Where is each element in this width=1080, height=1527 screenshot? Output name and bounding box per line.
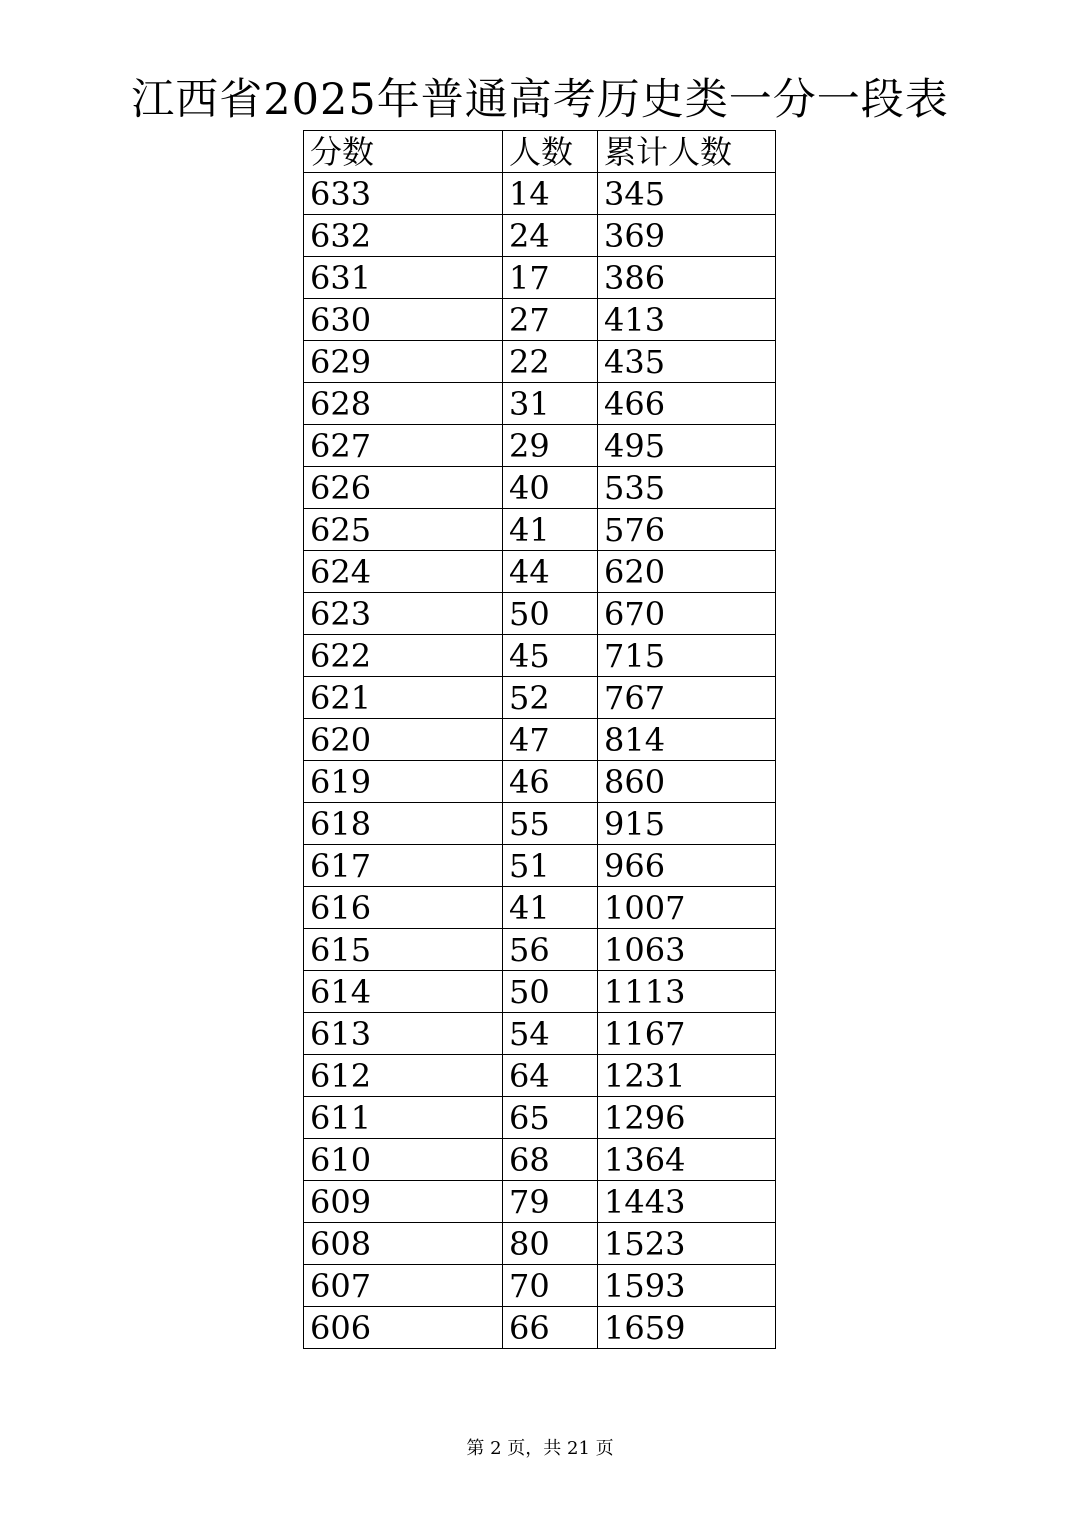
cell-score: 621	[304, 677, 503, 719]
table-row	[304, 929, 776, 971]
cell-count: 80	[503, 1223, 598, 1265]
header-score: 分数	[304, 131, 503, 173]
cell-count: 64	[503, 1055, 598, 1097]
cell-count: 52	[503, 677, 598, 719]
cell-cumulative: 1659	[598, 1307, 776, 1349]
page-title: 江西省2025年普通高考历史类一分一段表	[131, 75, 949, 125]
cell-cumulative: 1443	[598, 1181, 776, 1223]
cell-cumulative: 1523	[598, 1223, 776, 1265]
cell-score: 620	[304, 719, 503, 761]
cell-score: 633	[304, 173, 503, 215]
cell-cumulative: 345	[598, 173, 776, 215]
table-row	[304, 383, 776, 425]
cell-count: 46	[503, 761, 598, 803]
cell-count: 40	[503, 467, 598, 509]
cell-score: 623	[304, 593, 503, 635]
cell-score: 626	[304, 467, 503, 509]
cell-score: 615	[304, 929, 503, 971]
cell-cumulative: 1113	[598, 971, 776, 1013]
cell-cumulative: 767	[598, 677, 776, 719]
table-row	[304, 509, 776, 551]
table-row	[304, 1139, 776, 1181]
score-distribution-table	[303, 130, 776, 1349]
table-row	[304, 1013, 776, 1055]
cell-cumulative: 670	[598, 593, 776, 635]
cell-count: 27	[503, 299, 598, 341]
table-row	[304, 593, 776, 635]
table-row	[304, 1223, 776, 1265]
table-row	[304, 299, 776, 341]
cell-count: 66	[503, 1307, 598, 1349]
cell-score: 617	[304, 845, 503, 887]
cell-score: 608	[304, 1223, 503, 1265]
cell-score: 625	[304, 509, 503, 551]
cell-cumulative: 413	[598, 299, 776, 341]
cell-count: 41	[503, 887, 598, 929]
cell-cumulative: 1231	[598, 1055, 776, 1097]
cell-score: 613	[304, 1013, 503, 1055]
cell-score: 628	[304, 383, 503, 425]
cell-count: 24	[503, 215, 598, 257]
table-header-row	[304, 131, 776, 173]
cell-count: 29	[503, 425, 598, 467]
cell-cumulative: 860	[598, 761, 776, 803]
cell-cumulative: 1296	[598, 1097, 776, 1139]
cell-cumulative: 466	[598, 383, 776, 425]
table-row	[304, 1055, 776, 1097]
cell-cumulative: 535	[598, 467, 776, 509]
table-row	[304, 1265, 776, 1307]
table-row	[304, 425, 776, 467]
cell-score: 624	[304, 551, 503, 593]
cell-count: 55	[503, 803, 598, 845]
header-cumulative: 累计人数	[598, 131, 776, 173]
cell-cumulative: 1364	[598, 1139, 776, 1181]
cell-count: 68	[503, 1139, 598, 1181]
page-footer: 第 2 页，共 21 页	[466, 1438, 614, 1459]
cell-cumulative: 386	[598, 257, 776, 299]
cell-score: 612	[304, 1055, 503, 1097]
cell-count: 31	[503, 383, 598, 425]
table-body	[304, 173, 776, 1349]
cell-count: 41	[503, 509, 598, 551]
cell-count: 17	[503, 257, 598, 299]
cell-count: 79	[503, 1181, 598, 1223]
cell-count: 51	[503, 845, 598, 887]
cell-score: 606	[304, 1307, 503, 1349]
cell-count: 22	[503, 341, 598, 383]
table-row	[304, 551, 776, 593]
cell-score: 630	[304, 299, 503, 341]
cell-count: 50	[503, 593, 598, 635]
cell-count: 56	[503, 929, 598, 971]
table-row	[304, 845, 776, 887]
cell-score: 622	[304, 635, 503, 677]
table-row	[304, 173, 776, 215]
cell-cumulative: 576	[598, 509, 776, 551]
cell-score: 627	[304, 425, 503, 467]
cell-score: 631	[304, 257, 503, 299]
table-row	[304, 1097, 776, 1139]
table-row	[304, 635, 776, 677]
cell-score: 616	[304, 887, 503, 929]
cell-count: 65	[503, 1097, 598, 1139]
cell-cumulative: 495	[598, 425, 776, 467]
cell-score: 609	[304, 1181, 503, 1223]
header-count: 人数	[503, 131, 598, 173]
cell-score: 611	[304, 1097, 503, 1139]
cell-cumulative: 435	[598, 341, 776, 383]
cell-cumulative: 369	[598, 215, 776, 257]
cell-cumulative: 966	[598, 845, 776, 887]
table-row	[304, 467, 776, 509]
table-row	[304, 803, 776, 845]
cell-count: 45	[503, 635, 598, 677]
cell-count: 44	[503, 551, 598, 593]
cell-cumulative: 620	[598, 551, 776, 593]
table-row	[304, 887, 776, 929]
table-row	[304, 761, 776, 803]
table-row	[304, 257, 776, 299]
cell-score: 618	[304, 803, 503, 845]
cell-score: 619	[304, 761, 503, 803]
cell-cumulative: 715	[598, 635, 776, 677]
cell-score: 610	[304, 1139, 503, 1181]
cell-score: 632	[304, 215, 503, 257]
cell-cumulative: 915	[598, 803, 776, 845]
cell-cumulative: 1007	[598, 887, 776, 929]
table-row	[304, 1307, 776, 1349]
cell-score: 607	[304, 1265, 503, 1307]
table-row	[304, 677, 776, 719]
table-row	[304, 1181, 776, 1223]
cell-cumulative: 814	[598, 719, 776, 761]
cell-cumulative: 1593	[598, 1265, 776, 1307]
cell-cumulative: 1167	[598, 1013, 776, 1055]
cell-count: 47	[503, 719, 598, 761]
cell-count: 50	[503, 971, 598, 1013]
cell-score: 614	[304, 971, 503, 1013]
cell-count: 14	[503, 173, 598, 215]
cell-count: 70	[503, 1265, 598, 1307]
table-row	[304, 719, 776, 761]
table-row	[304, 971, 776, 1013]
cell-cumulative: 1063	[598, 929, 776, 971]
cell-count: 54	[503, 1013, 598, 1055]
table-row	[304, 215, 776, 257]
cell-score: 629	[304, 341, 503, 383]
table-row	[304, 341, 776, 383]
